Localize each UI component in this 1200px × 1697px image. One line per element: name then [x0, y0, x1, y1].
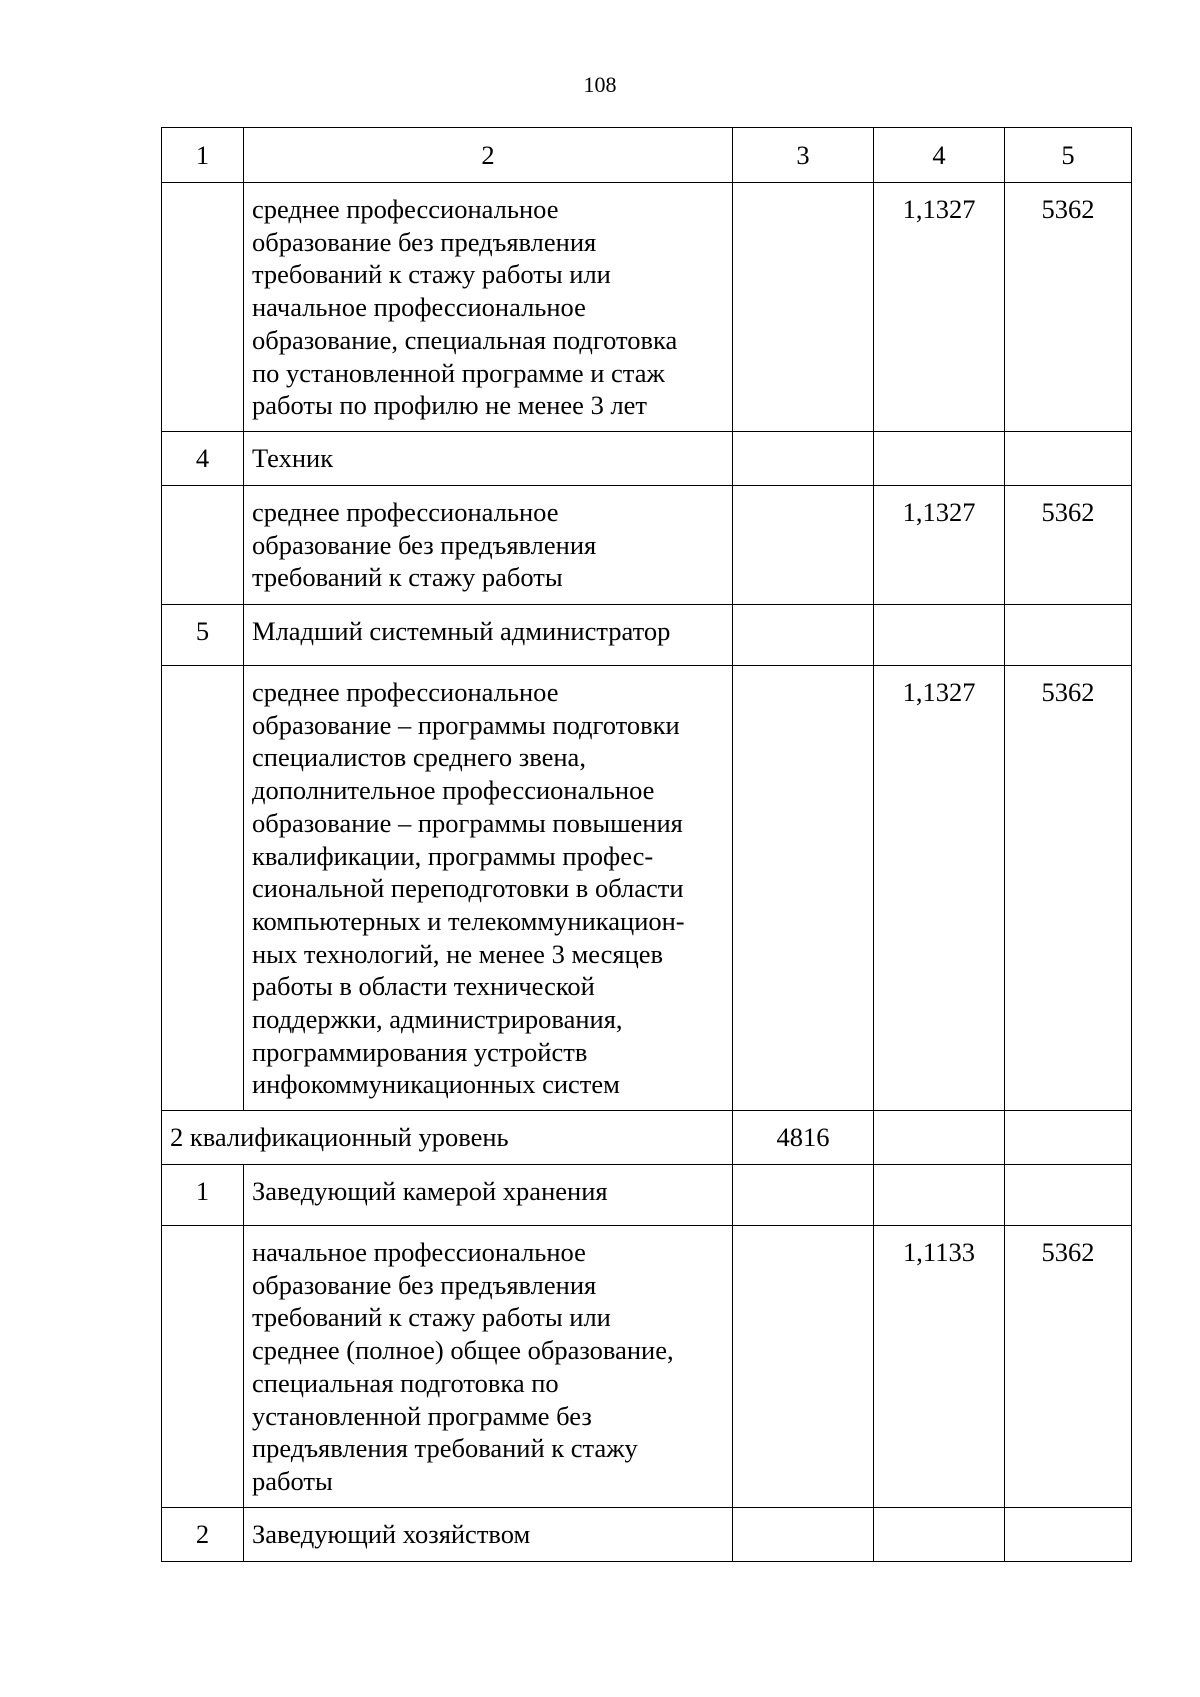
table-row: [162, 183, 1132, 432]
coefficient-cell: 1,1327: [874, 486, 1005, 605]
row-number-cell: [162, 1226, 244, 1508]
coefficient-cell: 1,1327: [874, 666, 1005, 1111]
salary-cell: [1005, 1165, 1132, 1226]
salary-cell: [1005, 1111, 1132, 1165]
position-title-cell: Заведующий камерой хранения: [244, 1165, 733, 1226]
base-salary-cell: [733, 183, 874, 432]
position-title-cell: Техник: [244, 432, 733, 486]
base-salary-cell: [733, 1226, 874, 1508]
header-cell-5: 5: [1005, 128, 1132, 183]
salary-cell: [1005, 432, 1132, 486]
salary-cell: 5362: [1005, 486, 1132, 605]
page-number: 108: [583, 72, 617, 97]
salary-cell: 5362: [1005, 1226, 1132, 1508]
requirements-cell: начальное профессиональное образование без предъявления требований к стажу работы или среднее (полное) общее образование, специальная подготовка по установленной программе без предъявления требований к стажу работы: [244, 1226, 733, 1508]
coefficient-cell: [874, 605, 1005, 666]
salary-cell: 5362: [1005, 666, 1132, 1111]
requirements-cell: среднее профессиональное образование без предъявления требований к стажу работы или начальное профессиональное образование, специальная подготовка по установленной программе и стаж работы по профилю не менее 3 лет: [244, 183, 733, 432]
row-number-cell: 2: [162, 1508, 244, 1562]
qualification-table: [161, 127, 1132, 1562]
row-number-cell: 4: [162, 432, 244, 486]
requirements-cell: среднее профессиональное образование без предъявления требований к стажу работы: [244, 486, 733, 605]
base-salary-cell: [733, 605, 874, 666]
table-row: [162, 1508, 1132, 1562]
table-row: [162, 432, 1132, 486]
header-cell-4: 4: [874, 128, 1005, 183]
header-cell-1: 1: [162, 128, 244, 183]
table-row: [162, 666, 1132, 1111]
coefficient-cell: [874, 432, 1005, 486]
row-number-cell: [162, 666, 244, 1111]
row-number-cell: 5: [162, 605, 244, 666]
row-number-cell: [162, 486, 244, 605]
coefficient-cell: [874, 1165, 1005, 1226]
salary-cell: [1005, 605, 1132, 666]
row-number-cell: [162, 183, 244, 432]
coefficient-cell: [874, 1508, 1005, 1562]
header-cell-3: 3: [733, 128, 874, 183]
qualification-level-row: [162, 1111, 1132, 1165]
salary-cell: 5362: [1005, 183, 1132, 432]
base-salary-cell: [733, 432, 874, 486]
position-title-cell: Младший системный администратор: [244, 605, 733, 666]
row-number-cell: 1: [162, 1165, 244, 1226]
base-salary-cell: [733, 1165, 874, 1226]
table-header-row: [162, 128, 1132, 183]
qualification-level-label: 2 квалификационный уровень: [162, 1111, 733, 1165]
coefficient-cell: 1,1133: [874, 1226, 1005, 1508]
base-salary-cell: 4816: [733, 1111, 874, 1165]
header-cell-2: 2: [244, 128, 733, 183]
position-title-cell: Заведующий хозяйством: [244, 1508, 733, 1562]
base-salary-cell: [733, 486, 874, 605]
table-row: [162, 486, 1132, 605]
requirements-cell: среднее профессиональное образование – программы подготовки специалистов среднего звена, дополнительное профессиональное образование – программы повышения квалификации, программы профес- сиональной переподготовки в области компьютерных и телекоммуникацион- ных технологий, не менее 3 месяцев работы в области технической поддержки, администрирования, программирования устройств инфокоммуникационных систем: [244, 666, 733, 1111]
coefficient-cell: 1,1327: [874, 183, 1005, 432]
coefficient-cell: [874, 1111, 1005, 1165]
base-salary-cell: [733, 666, 874, 1111]
table-row: [162, 1165, 1132, 1226]
table-row: [162, 1226, 1132, 1508]
table-row: [162, 605, 1132, 666]
salary-cell: [1005, 1508, 1132, 1562]
base-salary-cell: [733, 1508, 874, 1562]
